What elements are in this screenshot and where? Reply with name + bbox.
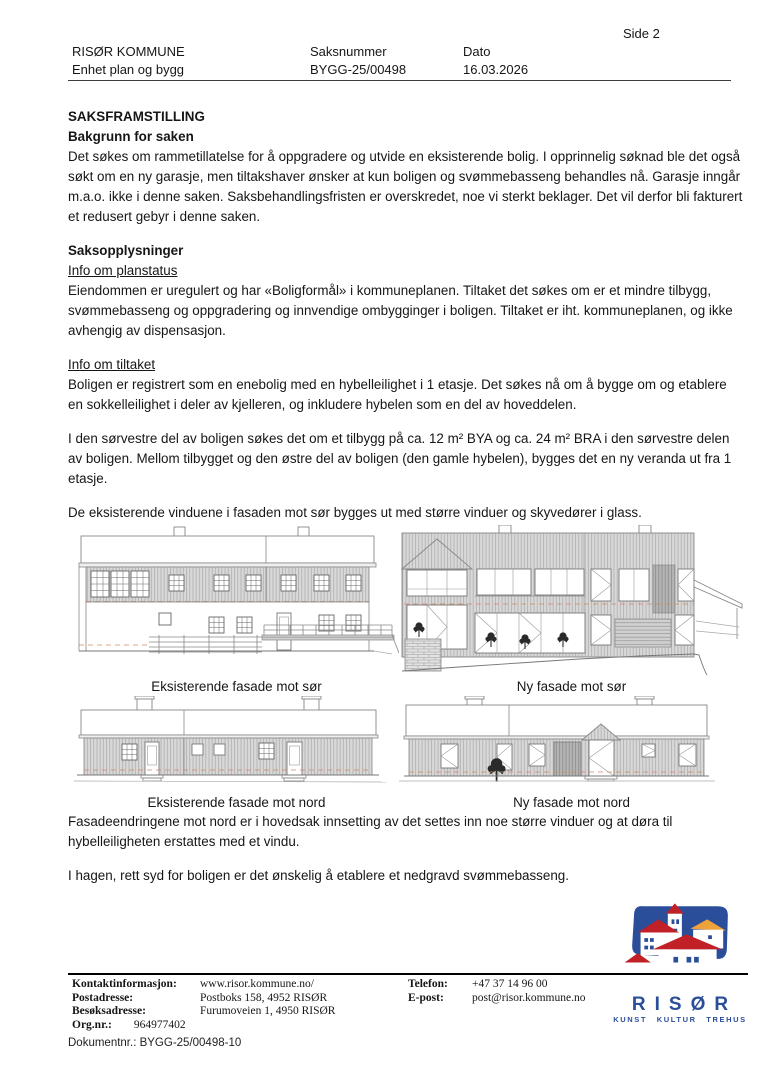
facade-drawing-new-south xyxy=(399,525,744,675)
org-unit: Enhet plan og bygg xyxy=(72,62,185,77)
visit-value: Furumoveien 1, 4950 RISØR xyxy=(200,1005,336,1017)
phone-label: Telefon: xyxy=(408,978,448,990)
org-name: RISØR KOMMUNE xyxy=(72,44,185,59)
website-text: www.risor.kommune.no/ xyxy=(200,978,314,990)
risor-logo-emblem xyxy=(619,900,741,995)
orgnr-value: 964977402 xyxy=(133,1018,186,1031)
case-number-label: Saksnummer xyxy=(310,44,387,59)
paragraph-fasadeendringer: Fasadeendringene mot nord er i hovedsak innsetting av det settes inn noe større vinduer og at døra til hybelleiligheten erstattes med et vindu. xyxy=(68,814,673,849)
orgnr-label: Org.nr.: xyxy=(72,1018,112,1031)
case-number-value: BYGG-25/00498 xyxy=(310,62,407,77)
figure-existing-south xyxy=(74,525,399,696)
paragraph-tiltaket-2: I den sørvestre del av boligen søkes det om et tilbygg på ca. 12 m² BYA og ca. 24 m² BRA i den sørvestre delen av boligen. Mellom tilbygget og den østre del av boligen (den gamle hybelen), bygges det en ny veranda ut fra 1 etasje. xyxy=(68,431,732,486)
postal-label: Postadresse: xyxy=(72,991,134,1004)
logo-name: RISØR xyxy=(631,994,738,1015)
visit-label: Besøksadresse: xyxy=(72,1005,146,1017)
paragraph-bakgrunn: Det søkes om rammetillatelse for å oppgradere og utvide en eksisterende bolig. I opprinnelig søknad ble det også søkt om en ny garasje, men tiltakshaver ønsker at kun boligen og svømmebasseng behandles nå. Garasje inngår m.a.o. ikke i denne saken. Saksbehandlingsfristen er overskredet, noe vi sterkt beklager. Det vil derfor bli fakturert et redusert gebyr i denne saken. xyxy=(68,149,743,224)
footer-contact-info xyxy=(72,978,632,1032)
figure-caption: Ny fasade mot nord xyxy=(513,795,630,810)
document-title: SAKSFRAMSTILLING xyxy=(68,109,205,124)
paragraph-hagen: I hagen, rett syd for boligen er det ønskelig å etablere et nedgravd svømmebasseng. xyxy=(68,868,569,883)
subsection-heading-tiltaket: Info om tiltaket xyxy=(68,357,156,372)
paragraph-tiltaket-1: Boligen er registrert som en enebolig med en hybelleilighet i 1 etasje. Det søkes nå om å bygge om og etablere en sokkelleilighet i deler av kjelleren, og inkludere hybelen som en del av hoveddelen. xyxy=(68,377,727,412)
date-value: 16.03.2026 xyxy=(463,62,529,77)
figure-caption: Eksisterende fasade mot sør xyxy=(151,679,322,694)
postal-value: Postboks 158, 4952 RISØR xyxy=(200,991,328,1004)
facade-drawing-existing-south xyxy=(74,525,399,675)
figure-existing-north xyxy=(74,696,399,812)
facade-drawing-existing-north xyxy=(74,696,399,791)
figure-caption: Eksisterende fasade mot nord xyxy=(147,795,326,810)
figures-grid xyxy=(74,525,744,812)
paragraph-planstatus: Eiendommen er uregulert og har «Boligformål» i kommuneplanen. Tiltaket det søkes om er et mindre tilbygg, svømmebasseng og oppgradering og innvendige ombygginger i boligen. Tiltaket er iht. kommuneplanen, og ikke avhengig av dispensasjon. xyxy=(68,283,733,338)
figure-caption: Ny fasade mot sør xyxy=(516,679,627,694)
section-heading-bakgrunn: Bakgrunn for saken xyxy=(68,129,194,144)
subsection-heading-planstatus: Info om planstatus xyxy=(68,263,178,278)
logo-tagline: KUNST KULTUR TREHUS xyxy=(613,1015,747,1024)
document-header xyxy=(72,43,712,79)
document-number: Dokumentnr.: BYGG-25/00498-10 xyxy=(68,1037,242,1049)
orgnr-row xyxy=(72,1019,200,1033)
header-divider xyxy=(68,80,731,81)
document-body xyxy=(68,107,744,886)
contact-label: Kontaktinformasjon: xyxy=(72,978,177,990)
section-heading-saksopplysninger: Saksopplysninger xyxy=(68,243,184,258)
page-number: Side 2 xyxy=(623,26,660,41)
facade-drawing-new-north xyxy=(399,696,744,791)
municipality-logo xyxy=(612,900,748,1024)
figure-new-south xyxy=(399,525,744,696)
date-label: Dato xyxy=(463,44,491,59)
paragraph-tiltaket-3: De eksisterende vinduene i fasaden mot sør bygges ut med større vinduer og skyvedører i glass. xyxy=(68,505,642,520)
email-label: E-post: xyxy=(408,991,444,1004)
email-value: post@risor.kommune.no xyxy=(472,991,586,1004)
figure-new-north xyxy=(399,696,744,812)
phone-value: +47 37 14 96 00 xyxy=(472,978,548,990)
